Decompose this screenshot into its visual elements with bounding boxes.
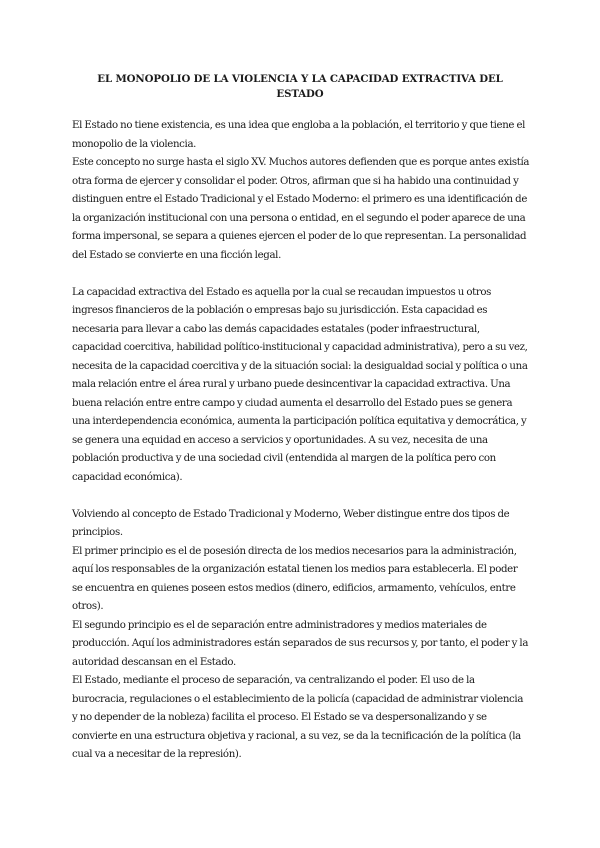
- paragraph-first-principle: El primer principio es el de posesión directa de los medios necesarios para la administración, aquí los responsables de la organización estatal tienen los medios para establecerla. El poder se encuentra en quienes poseen estos medios (dinero, edificios, armamento, vehículos, entre otros).: [72, 545, 518, 612]
- paragraph-second-principle: El segundo principio es el de separación entre administradores y medios materiales de producción. Aquí los administradores están separados de sus recursos y, por tanto, el poder y la autoridad descansan en el Estado.: [72, 619, 529, 668]
- paragraph-state-definition: El Estado no tiene existencia, es una idea que engloba a la población, el territorio y que tiene el monopolio de la violencia.: [72, 120, 526, 150]
- paragraph-concept-origin: Este concepto no surge hasta el siglo XV. Muchos autores defienden que es porque antes existía otra forma de ejercer y consolidar el poder. Otros, afirman que si ha habido una continuidad y distinguen entre el Estado Tradicional y el Estado Moderno: el primero es una identificación de la organización institucional con una persona o entidad, en el segundo el poder aparece de una forma impersonal, se separa a quienes ejercen el poder de lo que representan. La personalidad del Estado se convierte en una ficción legal.: [72, 157, 530, 261]
- document-body: [72, 117, 530, 765]
- paragraph-weber-intro: Volviendo al concepto de Estado Tradicional y Moderno, Weber distingue entre dos tipos de principios.: [72, 508, 510, 538]
- paragraph-gap: [72, 265, 530, 284]
- paragraph-centralization: El Estado, mediante el proceso de separación, va centralizando el poder. El uso de la burocracia, regulaciones o el establecimiento de la policía (capacidad de administrar violencia y no depender de la nobleza) facilita el proceso. El Estado se va despersonalizando y se convierte en una estructura objetiva y racional, a su vez, se da la tecnificación de la política (la cual va a necesitar de la represión).: [72, 675, 524, 760]
- paragraph-gap: [72, 487, 530, 506]
- paragraph-extractive-capacity: La capacidad extractiva del Estado es aquella por la cual se recaudan impuestos u otros ingresos financieros de la población o empresas bajo su jurisdicción. Esta capacidad es necesaria para llevar a cabo las demás capacidades estatales (poder infraestructural, capacidad coercitiva, habilidad político-institucional y capacidad administrativa), pero a su vez, necesita de la capacidad coercitiva y de la situación social: la desigualdad social y política o una mala relación entre el área rural y urbano puede desincentivar la capacidad extractiva. Una buena relación entre entre campo y ciudad aumenta el desarrollo del Estado pues se genera una interdependencia económica, aumenta la participación política equitativa y democrática, y se genera una equidad en acceso a servicios y oportunidades. A su vez, necesita de una población productiva y de una sociedad civil (entendida al margen de la política pero con capacidad económica).: [72, 286, 528, 483]
- document-title: EL MONOPOLIO DE LA VIOLENCIA Y LA CAPACIDAD EXTRACTIVA DEL ESTADO: [97, 73, 503, 100]
